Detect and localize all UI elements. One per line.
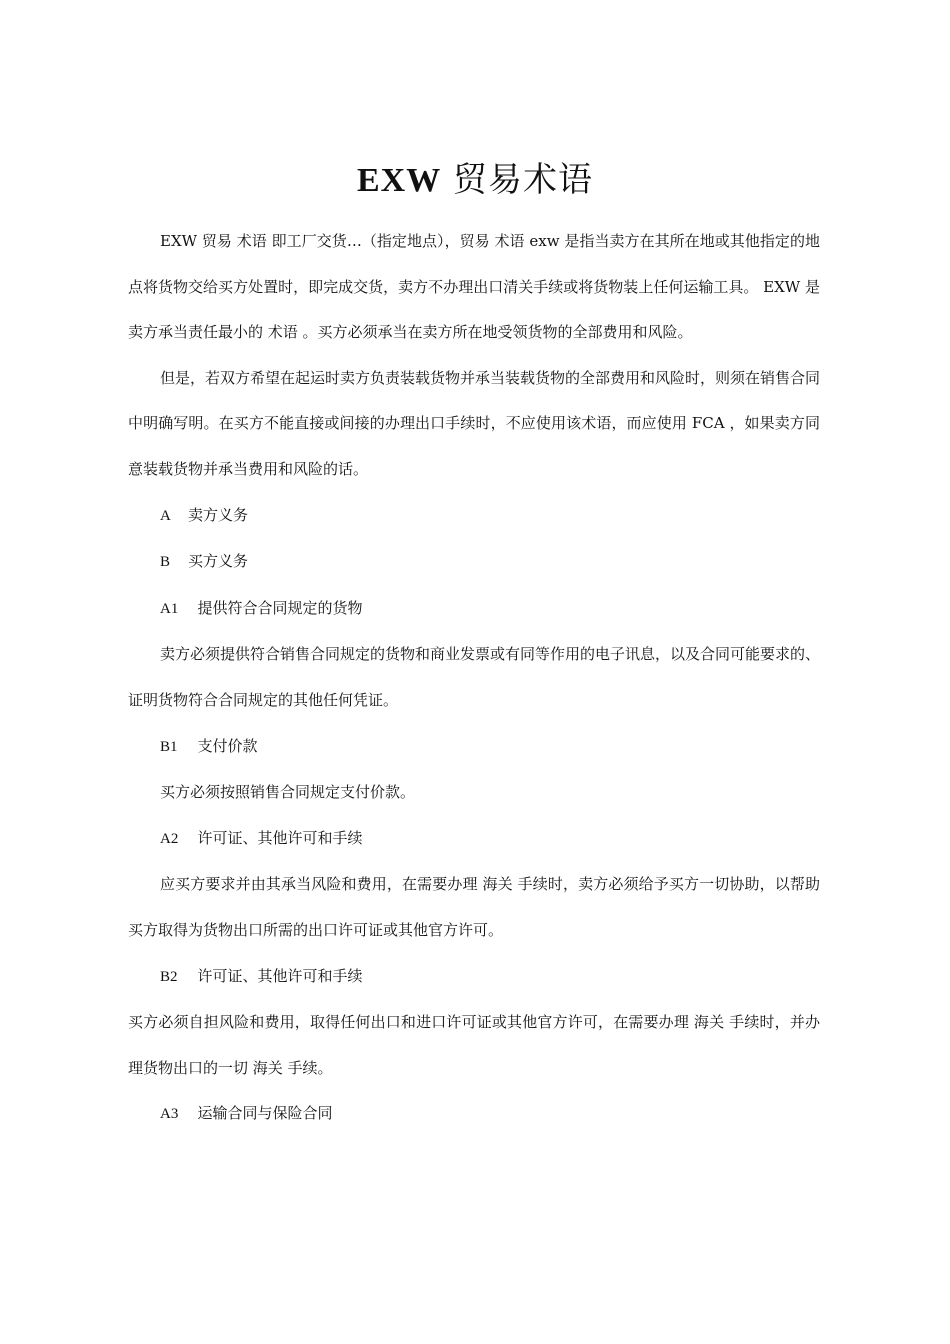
paragraph-b1: 买方必须按照销售合同规定支付价款。 (160, 783, 416, 802)
section-label: 买方义务 (188, 552, 249, 571)
section-label: 卖方义务 (188, 505, 249, 524)
title-cjk: 贸易术语 (453, 160, 594, 200)
document-title (0, 156, 950, 205)
section-code: A3 (160, 1106, 179, 1123)
paragraph-b2: 买方必须自担风险和费用，取得任何出口和进口许可证或其他官方许可，在需要办理 海关 手续时，并办理货物出口的一切 海关 手续。 (128, 1013, 820, 1077)
section-label: 运输合同与保险合同 (197, 1104, 333, 1123)
section-heading-a2 (128, 816, 820, 863)
section-label: 支付价款 (197, 736, 258, 755)
document-body (128, 219, 820, 1138)
section-heading-b1 (128, 724, 820, 771)
title-latin: EXW (356, 162, 442, 199)
section-heading-a (128, 493, 820, 540)
paragraph-loading: 但是，若双方希望在起运时卖方负责装载货物并承当装载货物的全部费用和风险时，则须在销售合同中明确写明。在买方不能直接或间接的办理出口手续时，不应使用该术语，而应使用 FCA ，如果卖方同意装载货物并承当费用和风险的话。 (128, 368, 821, 478)
section-code: B (160, 554, 171, 571)
section-code: A1 (160, 600, 179, 617)
section-heading-b (128, 539, 820, 586)
section-heading-a3 (128, 1091, 820, 1138)
section-label: 许可证、其他许可和手续 (197, 966, 363, 985)
paragraph-a2: 应买方要求并由其承当风险和费用，在需要办理 海关 手续时，卖方必须给予买方一切协助，以帮助买方取得为货物出口所需的出口许可证或其他官方许可。 (128, 875, 820, 939)
section-code: A2 (160, 830, 179, 847)
section-label: 提供符合合同规定的货物 (197, 598, 363, 617)
section-code: B2 (160, 968, 178, 985)
section-heading-a1 (128, 586, 820, 633)
paragraph-intro: EXW 贸易 术语 即工厂交货…（指定地点），贸易 术语 exw 是指当卖方在其所在地或其他指定的地点将货物交给买方处置时，即完成交货，卖方不办理出口清关手续或将货物装上任何运输工具。 EXW 是卖方承当责任最小的 术语 。买方必须承当在卖方所在地受领货物的全部费用和风险。 (128, 232, 820, 342)
section-code: A (160, 507, 171, 524)
section-label: 许可证、其他许可和手续 (197, 828, 363, 847)
paragraph-a1: 卖方必须提供符合销售合同规定的货物和商业发票或有同等作用的电子讯息，以及合同可能要求的、证明货物符合合同规定的其他任何凭证。 (128, 645, 821, 709)
section-heading-b2 (128, 954, 820, 1001)
section-code: B1 (160, 738, 178, 755)
